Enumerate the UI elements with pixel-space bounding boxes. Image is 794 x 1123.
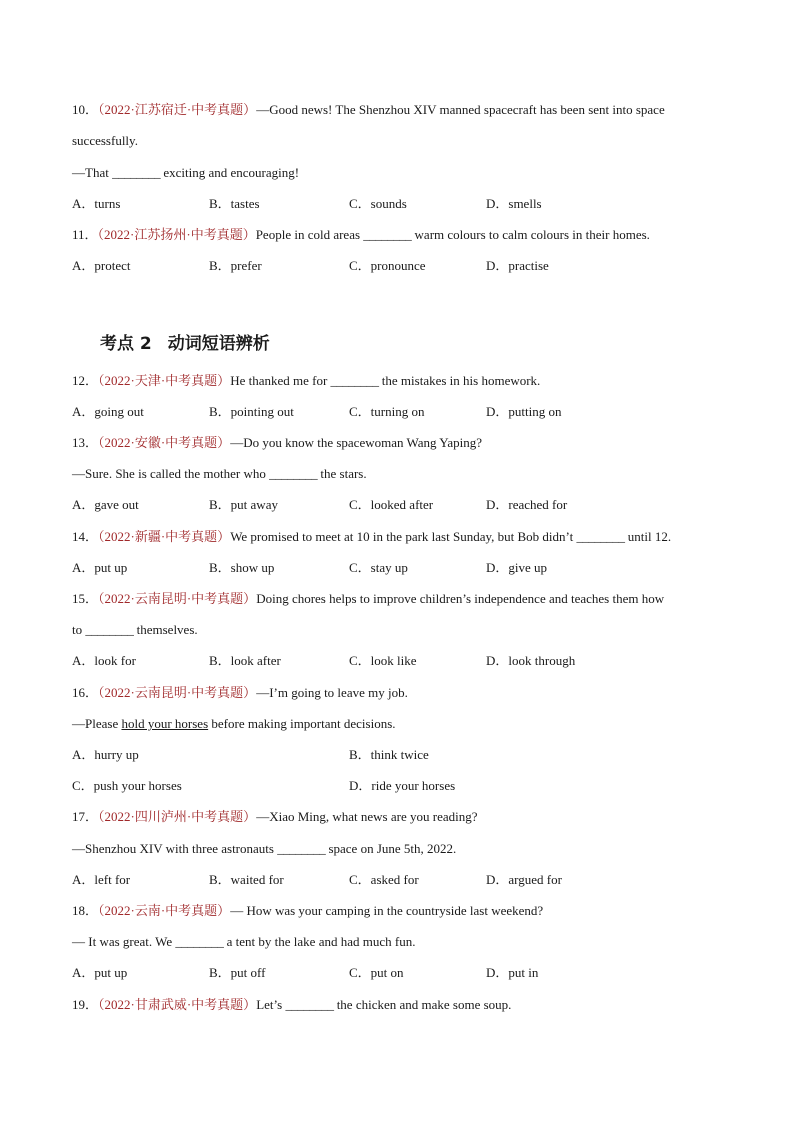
q-text: warm colours to calm colours in their homes. [411,227,650,242]
q-number: 11． [72,227,98,242]
option-d[interactable]: D．practise [486,258,549,273]
option-d[interactable]: D．look through [486,653,576,668]
option-c[interactable]: C．turning on [349,404,425,419]
answer-blank: ________ [112,165,161,180]
option-b[interactable]: B．show up [209,560,275,575]
option-d[interactable]: D．give up [486,560,548,575]
q-text: the mistakes in his homework. [378,373,541,388]
q-text: until 12. [624,529,672,544]
q-source: （2022·新疆·中考真题） [98,529,231,544]
option-b[interactable]: B．put off [209,965,266,980]
question-13-line2 [72,463,367,485]
q-source: （2022·云南昆明·中考真题） [98,685,257,700]
answer-blank: ________ [330,373,379,388]
option-a[interactable]: A．gave out [72,497,139,512]
option-d[interactable]: D．reached for [486,497,568,512]
option-b[interactable]: B．put away [209,497,278,512]
q-text: We promised to meet at 10 in the park last Sunday, but Bob didn’t [230,529,577,544]
q-number: 19． [72,997,99,1012]
option-d[interactable]: D．putting on [486,404,562,419]
q-text: a tent by the lake and had much fun. [223,934,416,949]
q-text: —Please [72,716,122,731]
q-number: 14． [72,529,99,544]
q-text: successfully. [72,133,138,148]
question-16-line2 [72,713,396,735]
q-number: 15． [72,591,99,606]
q-text: before making important decisions. [208,716,396,731]
question-13 [72,432,482,454]
option-a[interactable]: A．left for [72,872,131,887]
option-d[interactable]: D．argued for [486,872,562,887]
answer-blank: ________ [277,841,326,856]
option-c[interactable]: C．put on [349,965,404,980]
q-source: （2022·江苏宿迁·中考真题） [98,102,257,117]
question-10-options [72,193,712,215]
answer-blank: ________ [576,529,625,544]
question-18-options [72,962,712,984]
q-source: （2022·云南昆明·中考真题） [98,591,257,606]
question-15-options [72,650,712,672]
question-14-options [72,557,712,579]
q-text: — It was great. We [72,934,176,949]
q-text: — How was your camping in the countryside last weekend? [230,903,544,918]
option-b[interactable]: B．think twice [349,747,429,762]
section-title: 动词短语辨析 [167,334,270,354]
question-16-options-row2 [72,775,712,797]
question-13-options [72,494,712,516]
option-a[interactable]: A．look for [72,653,136,668]
question-18-line2 [72,931,415,953]
q-source: （2022·四川泸州·中考真题） [98,809,257,824]
answer-blank: ________ [285,997,334,1012]
q-source: （2022·云南·中考真题） [98,903,231,918]
question-17 [72,806,478,828]
answer-blank: ________ [269,466,318,481]
option-c[interactable]: C．pronounce [349,258,426,273]
option-b[interactable]: B．pointing out [209,404,294,419]
q-text: —Sure. She is called the mother who [72,466,270,481]
q-text: —Do you know the spacewoman Wang Yaping? [230,435,483,450]
q-source: （2022·甘肃武威·中考真题） [98,997,257,1012]
answer-blank: ________ [363,227,412,242]
q-text: Doing chores helps to improve children’s independence and teaches them how [256,591,665,606]
section-number: 考点 2 [100,334,152,354]
option-d[interactable]: D．ride your horses [349,778,456,793]
q-text: —That [72,165,113,180]
q-text: —Xiao Ming, what news are you reading? [256,809,478,824]
question-12 [72,370,540,392]
q-text: —Good news! The Shenzhou XIV manned spacecraft has been sent into space [256,102,665,117]
option-a[interactable]: A．put up [72,560,128,575]
q-text: Let’s [256,997,286,1012]
question-17-line2 [72,838,456,860]
option-c[interactable]: C．push your horses [72,778,182,793]
q-text: themselves. [133,622,198,637]
question-12-options [72,401,712,423]
option-a[interactable]: A．protect [72,258,131,273]
option-d[interactable]: D．put in [486,965,539,980]
answer-blank: ________ [85,622,134,637]
q-source: （2022·江苏扬州·中考真题） [97,227,256,242]
q-source: （2022·天津·中考真题） [98,373,231,388]
question-16-options-row1 [72,744,712,766]
option-c[interactable]: C．look like [349,653,417,668]
q-number: 13． [72,435,99,450]
q-number: 12． [72,373,99,388]
option-c[interactable]: C．looked after [349,497,434,512]
answer-blank: ________ [175,934,224,949]
q-text: the chicken and make some soup. [333,997,512,1012]
option-b[interactable]: B．look after [209,653,281,668]
q-number: 16． [72,685,99,700]
option-b[interactable]: B．prefer [209,258,262,273]
q-number: 17． [72,809,99,824]
option-c[interactable]: C．sounds [349,196,407,211]
option-b[interactable]: B．waited for [209,872,284,887]
q-source: （2022·安徽·中考真题） [98,435,231,450]
option-a[interactable]: A．put up [72,965,128,980]
option-a[interactable]: A．going out [72,404,144,419]
question-14 [72,526,671,548]
section-heading [100,331,270,357]
q-number: 10． [72,102,99,117]
question-10-cont [72,130,138,152]
option-a[interactable]: A．hurry up [72,747,139,762]
option-a[interactable]: A．turns [72,196,121,211]
question-18 [72,900,543,922]
option-c[interactable]: C．asked for [349,872,419,887]
underlined-phrase: hold your horses [121,716,209,731]
question-10 [72,99,665,121]
q-text: exciting and encouraging! [160,165,300,180]
question-11 [72,224,650,246]
question-11-options [72,255,712,277]
q-text: People in cold areas [255,227,364,242]
option-d[interactable]: D．smells [486,196,542,211]
option-b[interactable]: B．tastes [209,196,260,211]
q-text: the stars. [317,466,367,481]
q-number: 18． [72,903,99,918]
question-15 [72,588,664,610]
q-text: —I’m going to leave my job. [256,685,408,700]
question-10-line3 [72,162,299,184]
q-text: He thanked me for [230,373,331,388]
question-19 [72,994,511,1016]
question-16 [72,682,408,704]
q-text: space on June 5th, 2022. [325,841,457,856]
q-text: to [72,622,86,637]
question-15-line2 [72,619,198,641]
question-17-options [72,869,712,891]
q-text: —Shenzhou XIV with three astronauts [72,841,278,856]
option-c[interactable]: C．stay up [349,560,408,575]
